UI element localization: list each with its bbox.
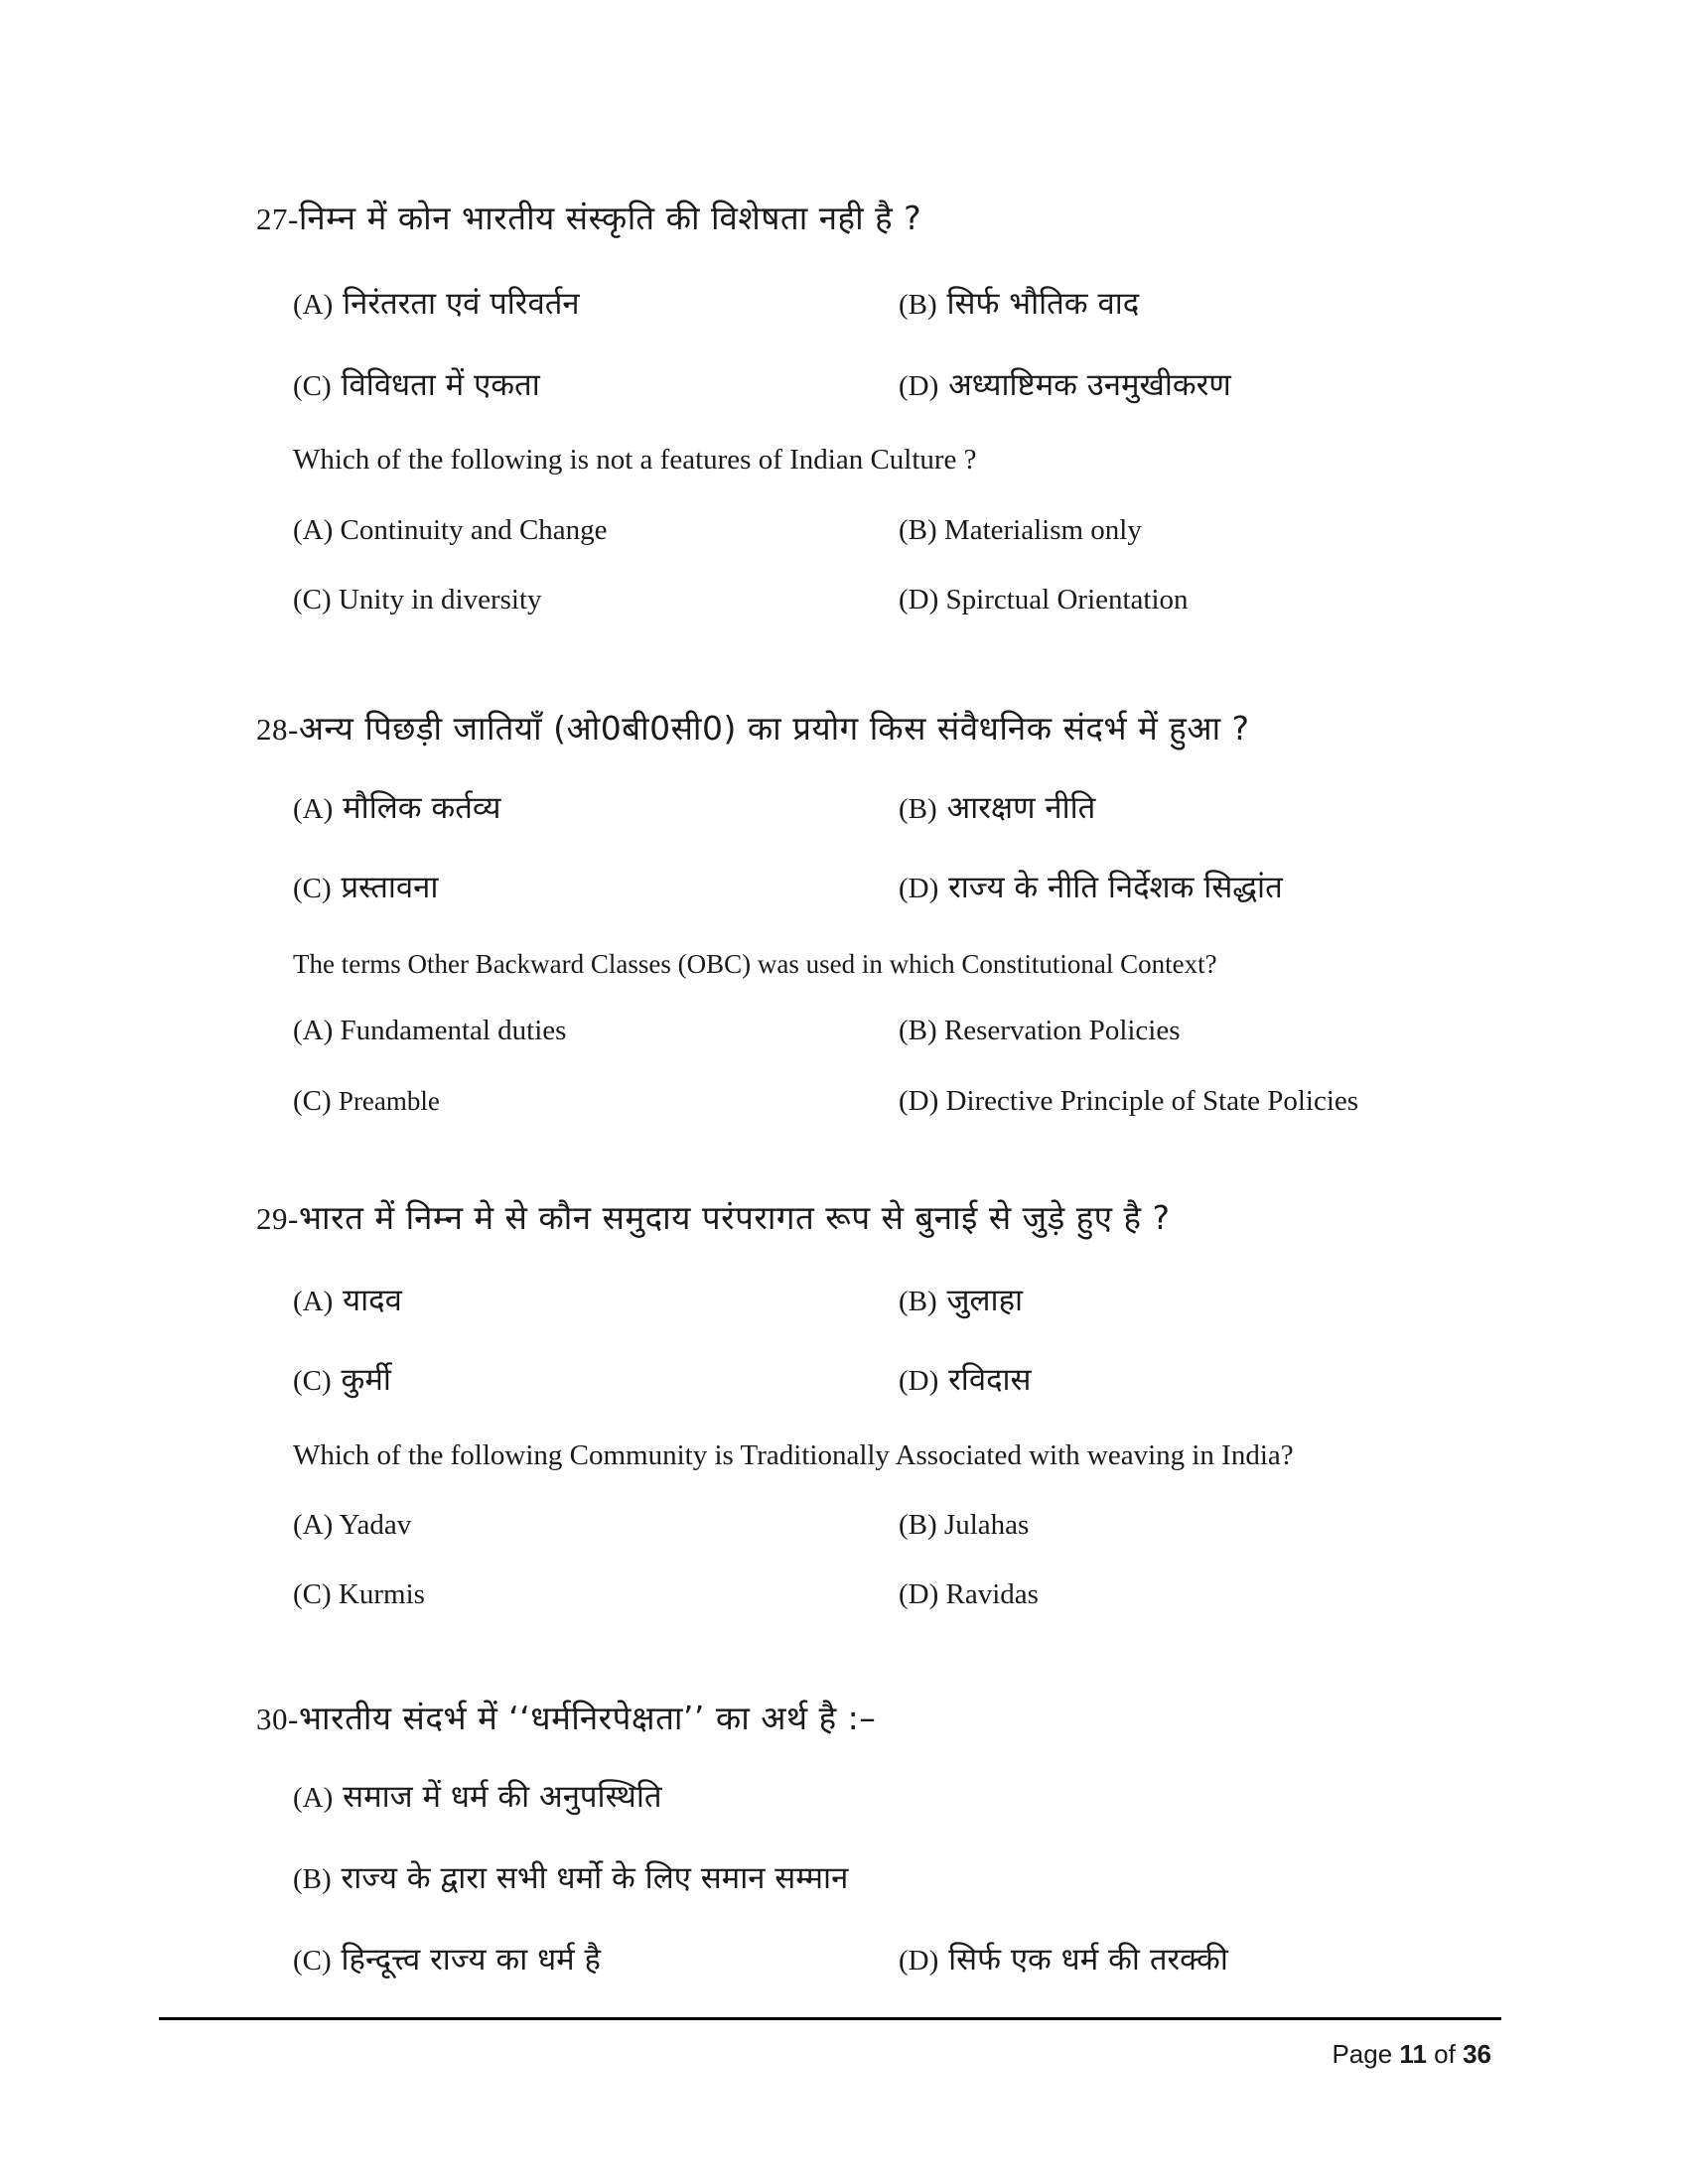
question-number: 29- xyxy=(256,1201,299,1236)
question-30-hindi xyxy=(256,1695,876,1739)
q28-english-option-c: (C) Preamble xyxy=(293,1085,440,1117)
q29-hindi-option-a: (A) यादव xyxy=(293,1283,402,1318)
q30-hindi-option-c: (C) हिन्दूत्त्व राज्य का धर्म है xyxy=(293,1942,601,1978)
q29-hindi-option-c: (C) कुर्मी xyxy=(293,1362,391,1398)
question-text: भारत में निम्न मे से कौन समुदाय परंपरागत रूप से बुनाई से जुड़े हुए है ? xyxy=(298,1198,1171,1237)
question-29-hindi xyxy=(256,1194,1171,1239)
q28-hindi-option-c: (C) प्रस्तावना xyxy=(293,870,439,905)
question-28-english: The terms Other Backward Classes (OBC) was used in which Constitutional Context? xyxy=(293,949,1217,979)
q29-english-option-d: (D) Ravidas xyxy=(899,1578,1039,1610)
q28-hindi-option-d: (D) राज्य के नीति निर्देशक सिद्धांत xyxy=(899,870,1283,905)
question-text: भारतीय संदर्भ में ‘‘धर्मनिरपेक्षता’’ का अर्थ है :– xyxy=(298,1699,877,1737)
q27-english-option-c: (C) Unity in diversity xyxy=(293,584,542,615)
q28-hindi-option-b: (B) आरक्षण नीति xyxy=(899,790,1096,826)
q27-hindi-option-c: (C) विविधता में एकता xyxy=(293,367,540,403)
q27-hindi-option-b: (B) सिर्फ भौतिक वाद xyxy=(899,286,1140,322)
question-27-hindi xyxy=(256,195,921,239)
q27-english-option-a: (A) Continuity and Change xyxy=(293,514,608,546)
current-page: 11 xyxy=(1399,2039,1427,2069)
footer-divider xyxy=(159,2017,1501,2020)
q29-english-option-a: (A) Yadav xyxy=(293,1509,412,1541)
question-number: 30- xyxy=(256,1702,299,1736)
q29-english-option-c: (C) Kurmis xyxy=(293,1578,425,1610)
q30-hindi-option-b: (B) राज्य के द्वारा सभी धर्मो के लिए समान सम्मान xyxy=(293,1860,849,1896)
question-number: 28- xyxy=(256,712,299,747)
q30-hindi-option-d: (D) सिर्फ एक धर्म की तरक्की xyxy=(899,1942,1228,1978)
q28-english-option-a: (A) Fundamental duties xyxy=(293,1015,567,1046)
q30-hindi-option-a: (A) समाज में धर्म की अनुपस्थिति xyxy=(293,1779,662,1815)
q29-hindi-option-b: (B) जुलाहा xyxy=(899,1283,1024,1318)
q28-english-option-d: (D) Directive Principle of State Policies xyxy=(899,1085,1359,1117)
q27-english-option-d: (D) Spirctual Orientation xyxy=(899,584,1189,615)
question-text: अन्य पिछड़ी जातियाँ (ओ0बी0सी0) का प्रयोग किस संवैधनिक संदर्भ में हुआ ? xyxy=(298,709,1250,748)
question-28-hindi xyxy=(256,705,1250,750)
q28-english-option-b: (B) Reservation Policies xyxy=(899,1015,1181,1046)
q27-hindi-option-d: (D) अध्याष्टिमक उनमुखीकरण xyxy=(899,367,1231,403)
page-number: Page 11 of 36 xyxy=(1332,2039,1491,2069)
q27-english-option-b: (B) Materialism only xyxy=(899,514,1142,546)
q29-english-option-b: (B) Julahas xyxy=(899,1509,1030,1541)
question-number: 27- xyxy=(256,202,299,236)
q28-hindi-option-a: (A) मौलिक कर्तव्य xyxy=(293,790,501,826)
q27-hindi-option-a: (A) निरंतरता एवं परिवर्तन xyxy=(293,286,580,322)
q29-hindi-option-d: (D) रविदास xyxy=(899,1362,1032,1398)
question-29-english: Which of the following Community is Traditionally Associated with weaving in India? xyxy=(293,1439,1294,1471)
question-text: निम्न में कोन भारतीय संस्कृति की विशेषता नही है ? xyxy=(298,199,922,237)
total-pages: 36 xyxy=(1463,2039,1491,2069)
question-27-english: Which of the following is not a features of Indian Culture ? xyxy=(293,444,977,476)
